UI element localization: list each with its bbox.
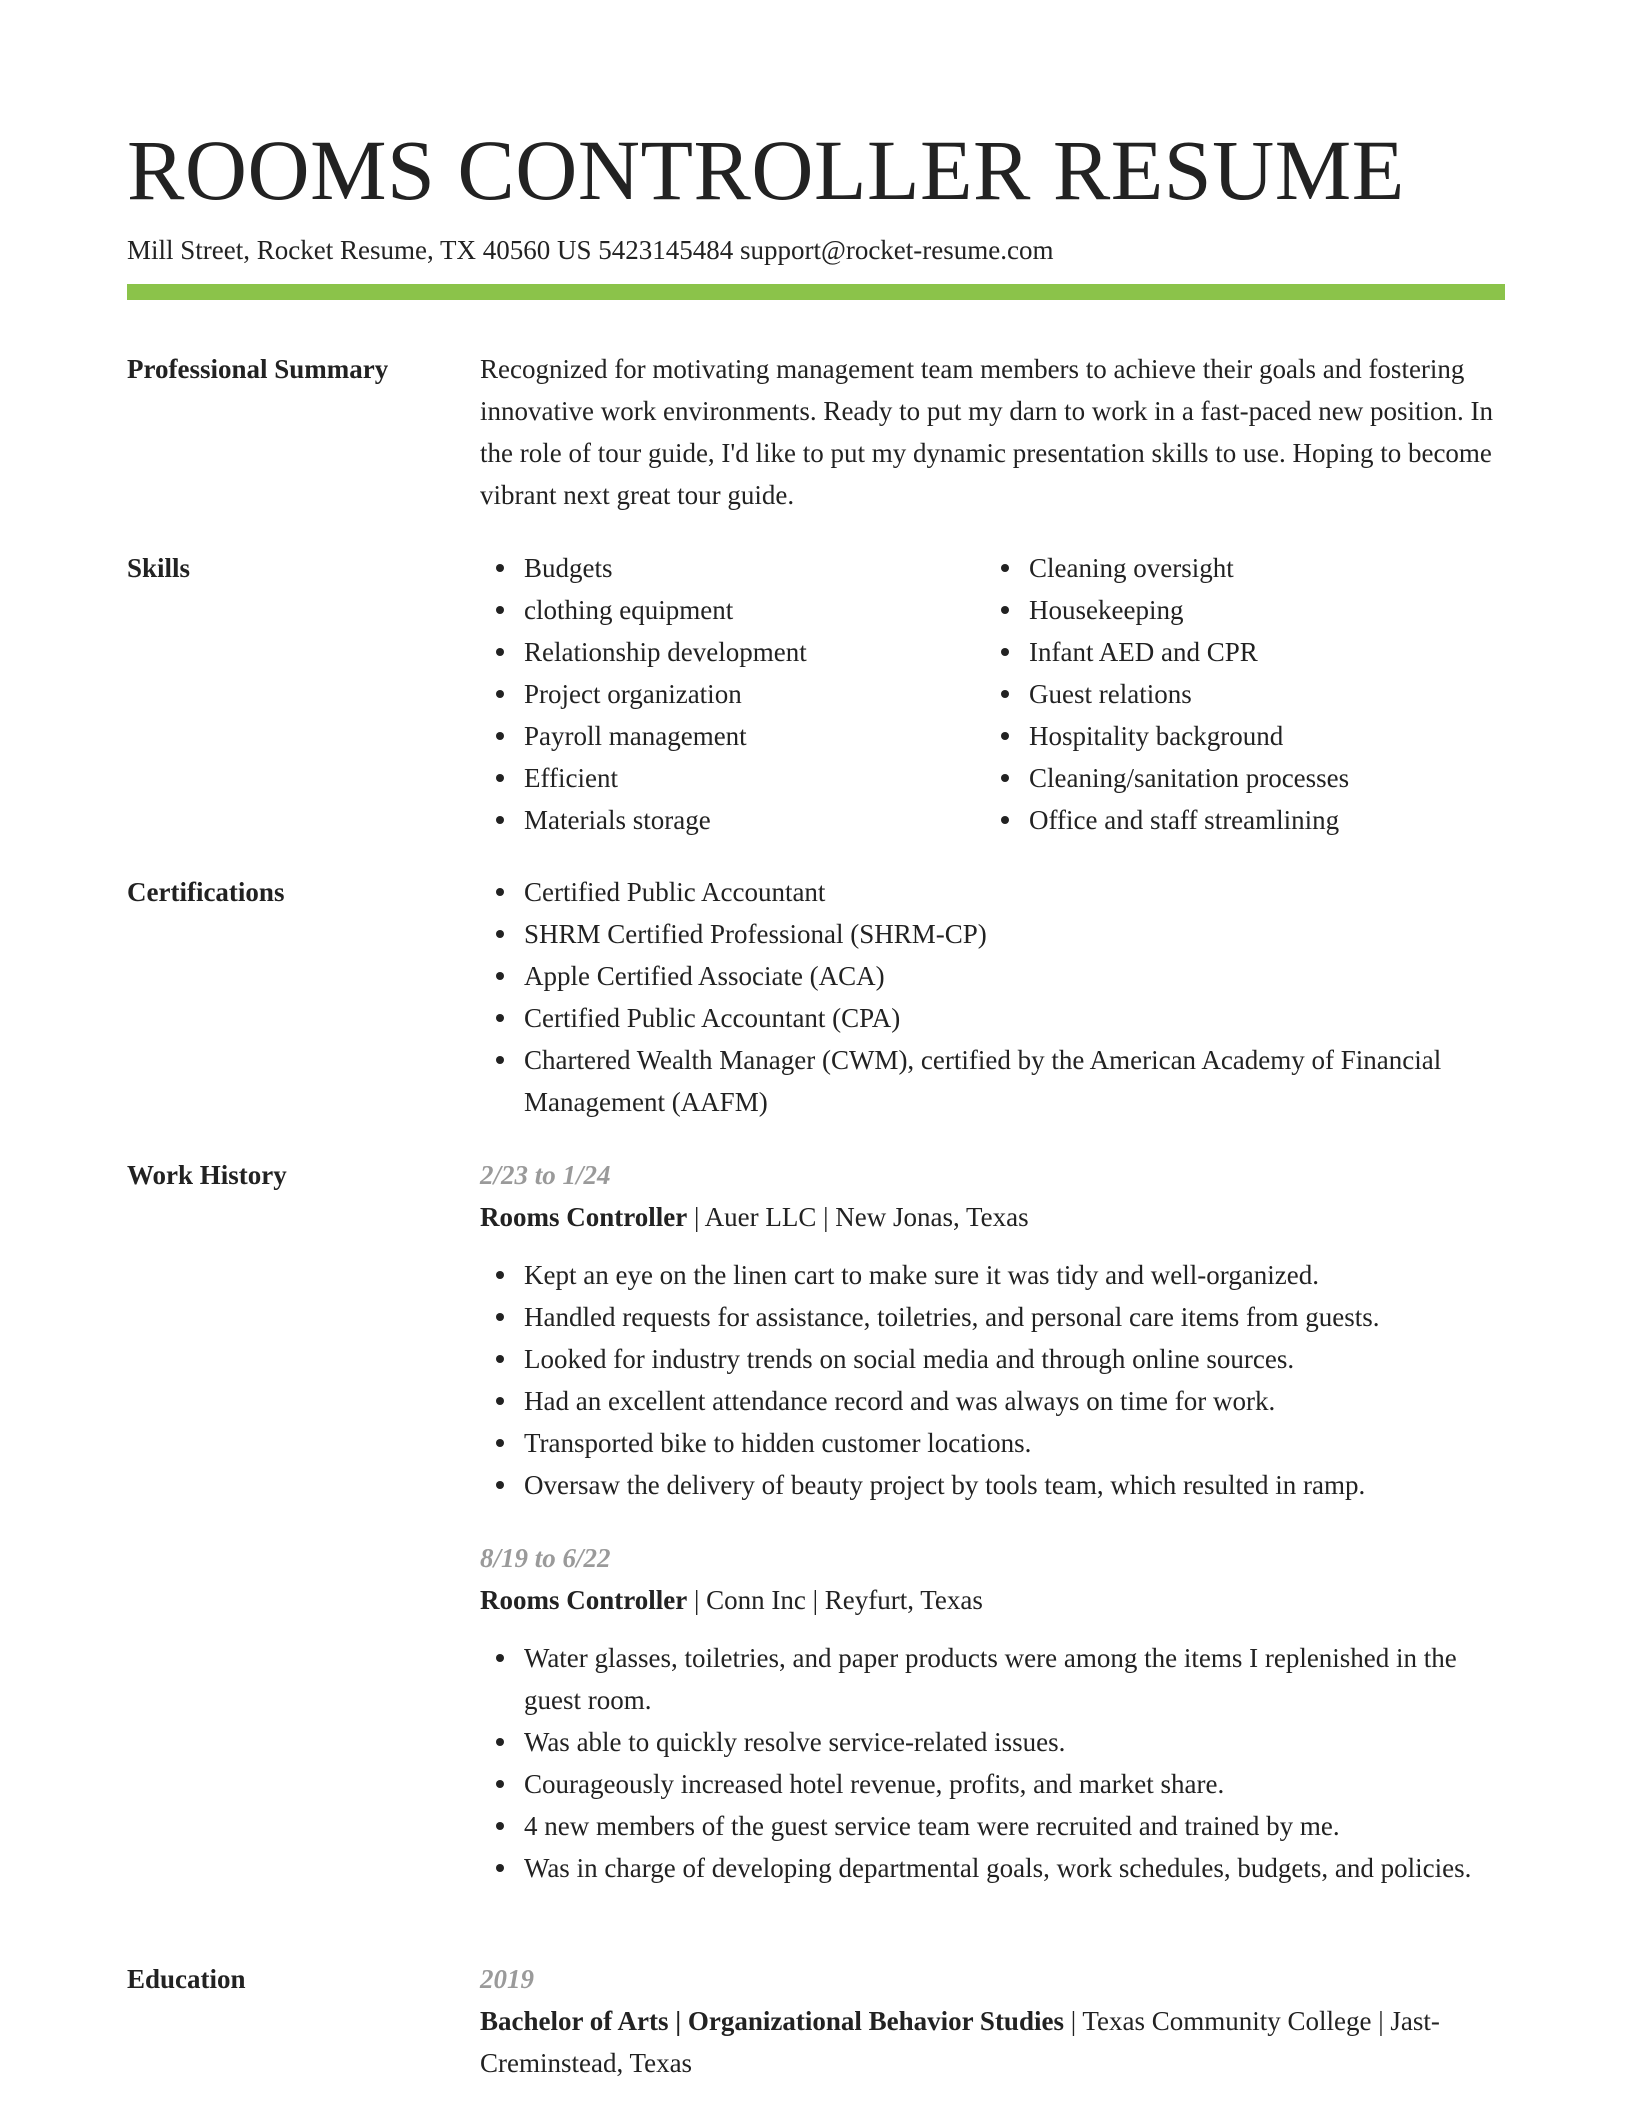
skill-item: Office and staff streamlining — [985, 799, 1490, 841]
job-bullet: Oversaw the delivery of beauty project by tools team, which resulted in ramp. — [480, 1464, 1505, 1506]
job-bullet: Had an excellent attendance record and was always on time for work. — [480, 1380, 1505, 1422]
contact-line: Mill Street, Rocket Resume, TX 40560 US 5423145484 support@rocket-resume.com — [127, 235, 1054, 265]
summary-text: Recognized for motivating management team members to achieve their goals and fostering innovative work environments. Ready to put my darn to work in a fast-paced new position. In the role of tour guide, I'd like to put my dynamic presentation skills to use. Hoping to become vibrant next great tour guide. — [480, 354, 1494, 510]
skills-label: Skills — [127, 553, 191, 583]
job-bullets — [480, 1637, 1505, 1889]
job-details: | Conn Inc | Reyfurt, Texas — [687, 1585, 983, 1615]
job-bullet: Water glasses, toiletries, and paper products were among the items I replenished in the guest room. — [480, 1637, 1505, 1721]
skill-item: Housekeeping — [985, 589, 1490, 631]
job-dates: 2/23 to 1/24 — [480, 1160, 611, 1190]
job-bullet: Courageously increased hotel revenue, profits, and market share. — [480, 1763, 1505, 1805]
skill-item: Materials storage — [480, 799, 985, 841]
certification-item: SHRM Certified Professional (SHRM-CP) — [480, 913, 1505, 955]
skills-list-right — [985, 547, 1490, 841]
skill-item: Guest relations — [985, 673, 1490, 715]
skill-item: clothing equipment — [480, 589, 985, 631]
certifications-label: Certifications — [127, 877, 285, 907]
certification-item: Apple Certified Associate (ACA) — [480, 955, 1505, 997]
skill-item: Cleaning/sanitation processes — [985, 757, 1490, 799]
job-title: Rooms Controller — [480, 1202, 688, 1232]
certification-item: Certified Public Accountant (CPA) — [480, 997, 1505, 1039]
education-heading — [480, 2000, 1505, 2084]
resume-title: ROOMS CONTROLLER RESUME — [127, 122, 1405, 218]
skills-list-left — [480, 547, 985, 841]
job-heading — [480, 1196, 1505, 1238]
skill-item: Payroll management — [480, 715, 985, 757]
education-details: | Texas Community College | Jast-Creminstead, Texas — [480, 2006, 1440, 2078]
education-year: 2019 — [480, 1964, 534, 1994]
job-bullet: Was able to quickly resolve service-related issues. — [480, 1721, 1505, 1763]
skill-item: Relationship development — [480, 631, 985, 673]
job-title: Rooms Controller — [480, 1585, 688, 1615]
certification-item: Chartered Wealth Manager (CWM), certified by the American Academy of Financial Management (AAFM) — [480, 1039, 1505, 1123]
skill-item: Efficient — [480, 757, 985, 799]
job-entry — [480, 1537, 1505, 1889]
degree: Bachelor of Arts | Organizational Behavior Studies — [480, 2006, 1064, 2036]
job-dates: 8/19 to 6/22 — [480, 1543, 611, 1573]
job-bullet: 4 new members of the guest service team were recruited and trained by me. — [480, 1805, 1505, 1847]
job-bullet: Was in charge of developing departmental goals, work schedules, budgets, and policies. — [480, 1847, 1505, 1889]
job-entry — [480, 1154, 1505, 1506]
work-history-label: Work History — [127, 1160, 287, 1190]
skill-item: Project organization — [480, 673, 985, 715]
job-bullet: Handled requests for assistance, toiletries, and personal care items from guests. — [480, 1296, 1505, 1338]
skill-item: Budgets — [480, 547, 985, 589]
certifications-list — [480, 871, 1505, 1123]
job-bullet: Looked for industry trends on social media and through online sources. — [480, 1338, 1505, 1380]
job-details: | Auer LLC | New Jonas, Texas — [687, 1202, 1029, 1232]
skill-item: Hospitality background — [985, 715, 1490, 757]
summary-label: Professional Summary — [127, 354, 389, 384]
skill-item: Infant AED and CPR — [985, 631, 1490, 673]
job-bullet: Transported bike to hidden customer locations. — [480, 1422, 1505, 1464]
skill-item: Cleaning oversight — [985, 547, 1490, 589]
education-label: Education — [127, 1964, 246, 1994]
job-bullets — [480, 1254, 1505, 1506]
header-divider — [127, 284, 1505, 300]
job-heading — [480, 1579, 1505, 1621]
job-bullet: Kept an eye on the linen cart to make sure it was tidy and well-organized. — [480, 1254, 1505, 1296]
certification-item: Certified Public Accountant — [480, 871, 1505, 913]
